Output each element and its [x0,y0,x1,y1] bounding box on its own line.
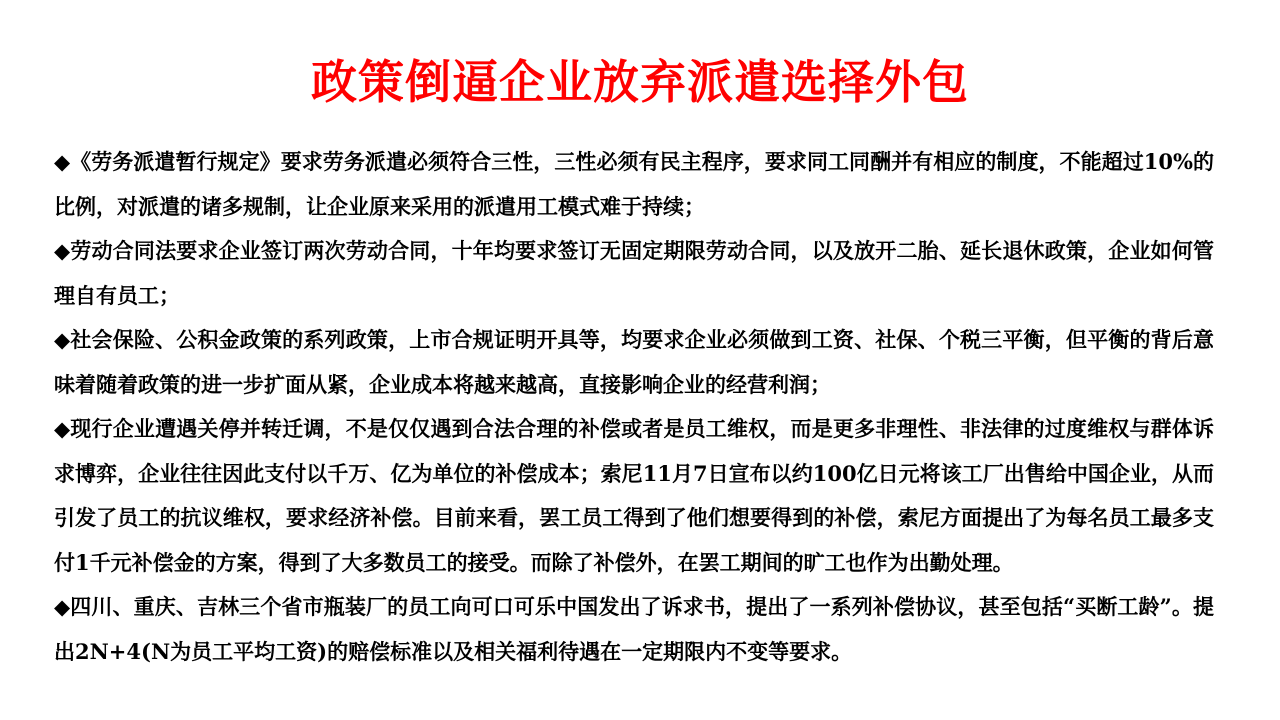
diamond-bullet-icon: ◆ [54,416,71,441]
slide-body [54,140,1214,674]
bullet-paragraph-4 [54,407,1214,585]
paragraph-text-5: 四川、重庆、吉林三个省市瓶装厂的员工向可口可乐中国发出了诉求书，提出了一系列补偿协议，甚至包括“买断工龄”。提出2N+4(N为员工平均工资)的赔偿标准以及相关福利待遇在一定期限内不变等要求。 [54,594,1215,664]
paragraph-text-3: 社会保险、公积金政策的系列政策，上市合规证明开具等，均要求企业必须做到工资、社保、个税三平衡，但平衡的背后意味着随着政策的进一步扩面从紧，企业成本将越来越高，直接影响企业的经营利润； [54,327,1215,397]
bullet-paragraph-5 [54,585,1214,674]
diamond-bullet-icon: ◆ [54,149,71,174]
slide-title: 政策倒逼企业放弃派遣选择外包 [311,55,969,109]
paragraph-text-1: 《劳务派遣暂行规定》要求劳务派遣必须符合三性，三性必须有民主程序，要求同工同酬并有相应的制度，不能超过10%的比例，对派遣的诸多规制，让企业原来采用的派遣用工模式难于持续； [54,149,1214,219]
diamond-bullet-icon: ◆ [54,594,71,619]
diamond-bullet-icon: ◆ [54,238,71,263]
bullet-paragraph-1 [54,140,1214,229]
bullet-paragraph-3 [54,318,1214,407]
diamond-bullet-icon: ◆ [54,327,71,352]
paragraph-text-4: 现行企业遭遇关停并转迁调，不是仅仅遇到合法合理的补偿或者是员工维权，而是更多非理性、非法律的过度维权与群体诉求博弈，企业往往因此支付以千万、亿为单位的补偿成本；索尼11月7日宣布以约100亿日元将该工厂出售给中国企业，从而引发了员工的抗议维权，要求经济补偿。目前来看，罢工员工得到了他们想要得到的补偿，索尼方面提出了为每名员工最多支付1千元补偿金的方案，得到了大多数员工的接受。而除了补偿外，在罢工期间的旷工也作为出勤处理。 [54,416,1215,575]
bullet-paragraph-2 [54,229,1214,318]
paragraph-text-2: 劳动合同法要求企业签订两次劳动合同，十年均要求签订无固定期限劳动合同，以及放开二胎、延长退休政策，企业如何管理自有员工； [54,238,1215,308]
